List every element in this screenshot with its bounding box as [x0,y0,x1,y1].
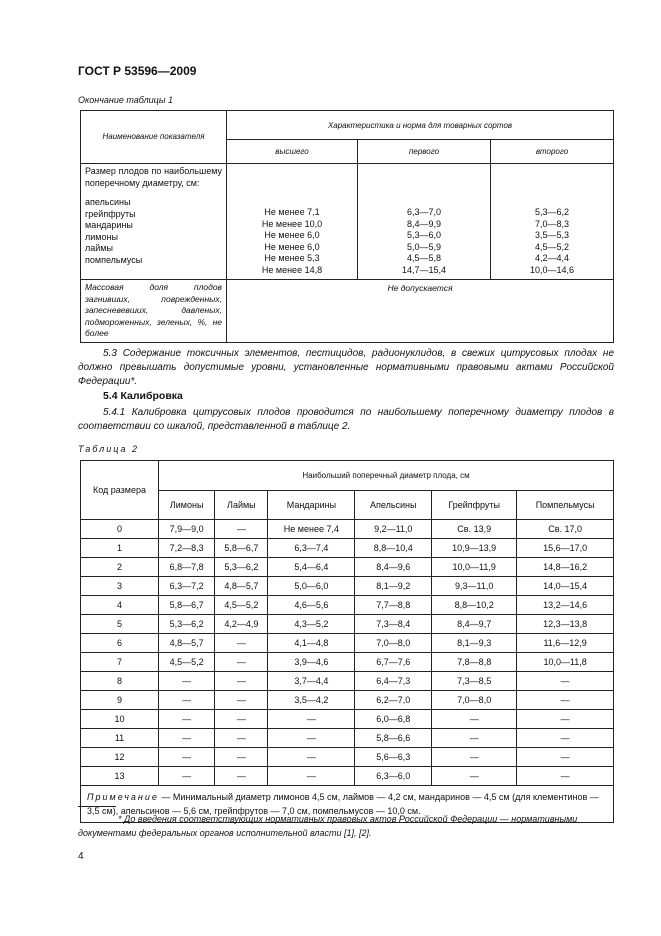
table2-cell: 7,0—8,0 [355,634,432,653]
table2-col-code: Код размера [81,461,159,520]
table2-cell: 5,6—6,3 [355,748,432,767]
table2-cell: 4,8—5,7 [159,634,215,653]
table2-row [81,634,614,653]
table2-cell: 6,4—7,3 [355,672,432,691]
table1-value: 3,5—5,3 [534,230,570,240]
table2-cell: 11,6—12,9 [517,634,614,653]
table2-cell: 8,1—9,3 [432,634,517,653]
table2-row [81,729,614,748]
table2-cell: 14,8—16,2 [517,558,614,577]
table2-cell: — [432,710,517,729]
table2-cell: 6,7—7,6 [355,653,432,672]
table2-cell: 7,0—8,0 [432,691,517,710]
table1-value: 14,7—15,4 [401,264,447,275]
paragraph-5-4-1: 5.4.1 Калибровка цитрусовых плодов проводится по наибольшему поперечному диаметру плодов в соответствии со шкалой, представленной в таблице 2. [78,407,614,432]
table2-cell: 5,0—6,0 [268,577,355,596]
table2-cell: — [215,748,268,767]
table2-row [81,615,614,634]
table1-defect-label: Массовая доля плодов загнивших, поврежденных, запесневевших, давленых, подмороженных, зеленых, %, не более [81,280,227,343]
table2-cell: — [159,672,215,691]
table1-fruit-name: лимоны [85,231,118,242]
table2-row [81,672,614,691]
table2-cell: 7,3—8,4 [355,615,432,634]
table2-size-code: 13 [81,767,159,786]
table2-cell: 9,3—11,0 [432,577,517,596]
table2-cell: 5,3—6,2 [159,615,215,634]
table2-cell: — [215,634,268,653]
table2-cell: 13,2—14,6 [517,596,614,615]
table2-cell: 8,4—9,6 [355,558,432,577]
table2-size-code: 5 [81,615,159,634]
table1-value: 5,0—5,9 [406,241,442,252]
table2-row [81,539,614,558]
table2-cell: 5,8—6,6 [355,729,432,748]
table2-caption: Таблица 2 [78,444,140,454]
table2-cell: — [268,710,355,729]
table2-cell: — [159,710,215,729]
table2-cell: 5,8—6,7 [215,539,268,558]
table2-cell: 8,1—9,2 [355,577,432,596]
table2-note-text: — Минимальный диаметр лимонов 4,5 см, лаймов — 4,2 см, мандаринов — 4,5 см (для клементинов — 3,5 см), апельсинов — 5,6 см, грейпфрутов — 7,0 см, помпельмусов — 10,0 см. [87,792,599,816]
table2-cell: — [215,710,268,729]
table1-value: Не менее 6,0 [264,230,320,240]
table2-cell: 14,0—15,4 [517,577,614,596]
table2-size-code: 6 [81,634,159,653]
table1-value: Не менее 10,0 [261,218,323,229]
table2-cell: 3,7—4,4 [268,672,355,691]
table2-cell: 5,8—6,7 [159,596,215,615]
table2-cell: 9,2—11,0 [355,520,432,539]
table2-row [81,596,614,615]
table2-cell: — [432,767,517,786]
table1-grade-second: второго [491,140,614,164]
table1-fruit-name: лаймы [85,243,113,253]
table1-size-label: Размер плодов по наибольшему поперечному диаметру, см: [85,166,222,188]
table2-note-label: Примечание [87,792,159,802]
table1-value: 10,0—14,6 [529,264,575,275]
table2-fruit-header: Лаймы [215,491,268,520]
table2-cell: — [159,748,215,767]
table2-cell: — [215,520,268,539]
table1-grade-premium: высшего [227,140,358,164]
table2-size-code: 1 [81,539,159,558]
table2-fruit-header: Помпельмусы [517,491,614,520]
table1-value: Не менее 14,8 [261,264,323,275]
table2-col-group: Наибольший поперечный диаметр плода, см [159,461,614,491]
table2-cell: 7,7—8,8 [355,596,432,615]
table2-cell: 7,2—8,3 [159,539,215,558]
table2-cell: 6,3—7,2 [159,577,215,596]
table2-cell: 4,5—5,2 [215,596,268,615]
table2-size-code: 7 [81,653,159,672]
table2-row [81,520,614,539]
table2-cell: 7,3—8,5 [432,672,517,691]
footnote-divider [78,806,116,807]
table2-cell: Не менее 7,4 [268,520,355,539]
page-number: 4 [78,851,84,862]
table2-size-code: 8 [81,672,159,691]
table2-cell: — [517,729,614,748]
table1-col-group: Характеристика и норма для товарных сортов [227,111,614,140]
table2-cell: Св. 17,0 [517,520,614,539]
table2 [80,460,614,823]
table1-defect-value: Не допускается [227,280,614,343]
table2-cell: 6,2—7,0 [355,691,432,710]
table1-col-name: Наименование показателя [81,111,227,164]
table2-cell: 8,8—10,2 [432,596,517,615]
table2-cell: — [215,653,268,672]
table1-value: 8,4—9,9 [406,218,442,229]
table2-cell: 7,8—8,8 [432,653,517,672]
table2-cell: 6,8—7,8 [159,558,215,577]
table2-cell: — [432,729,517,748]
table2-cell: 3,5—4,2 [268,691,355,710]
table1-fruit-name: грейпфруты [85,208,136,219]
table2-cell: 10,9—13,9 [432,539,517,558]
doc-title: ГОСТ Р 53596—2009 [78,64,197,78]
footnote: * До введения соответствующих нормативных правовых актов Российской Федерации — нормативными документами федеральных органов исполнительной власти [1], [2]. [78,814,578,838]
table2-cell: — [517,672,614,691]
table2-row [81,748,614,767]
table2-cell: — [159,767,215,786]
table2-cell: — [159,691,215,710]
table2-row [81,767,614,786]
table2-cell: — [517,691,614,710]
table2-cell: — [215,729,268,748]
table2-cell: — [215,767,268,786]
section-5-4-heading: 5.4 Калибровка [103,390,183,402]
table2-cell: — [268,767,355,786]
table2-cell: 8,4—9,7 [432,615,517,634]
table2-cell: — [432,748,517,767]
table2-row [81,558,614,577]
table2-cell: 4,1—4,8 [268,634,355,653]
table2-cell: — [268,729,355,748]
table2-cell: 4,3—5,2 [268,615,355,634]
table2-size-code: 12 [81,748,159,767]
table2-size-code: 10 [81,710,159,729]
table2-cell: — [215,691,268,710]
table1-value: 4,5—5,2 [534,241,570,252]
table2-cell: 7,9—9,0 [159,520,215,539]
table2-cell: 15,6—17,0 [517,539,614,558]
table2-cell: 5,3—6,2 [215,558,268,577]
table2-cell: 6,0—6,8 [355,710,432,729]
table2-size-code: 0 [81,520,159,539]
table1-value: 4,2—4,4 [534,253,570,263]
table2-cell: Св. 13,9 [432,520,517,539]
table1-value: 5,3—6,0 [406,230,442,240]
table1-value: 7,0—8,3 [534,218,570,229]
table2-row [81,710,614,729]
table2-cell: 8,8—10,4 [355,539,432,558]
table2-cell: 10,0—11,9 [432,558,517,577]
table1-fruit-name: помпельмусы [85,254,143,265]
table2-fruit-header: Грейпфруты [432,491,517,520]
table2-cell: 4,5—5,2 [159,653,215,672]
table1-value: 5,3—6,2 [534,207,570,217]
table2-fruit-header: Апельсины [355,491,432,520]
table1-value: Не менее 5,3 [264,253,320,263]
table2-row [81,653,614,672]
table2-cell: 10,0—11,8 [517,653,614,672]
table1 [80,110,614,343]
table2-cell: — [517,767,614,786]
table2-cell: 5,4—6,4 [268,558,355,577]
table1-value: 6,3—7,0 [406,207,442,217]
table2-row [81,691,614,710]
table1-grade-first: первого [358,140,491,164]
table2-size-code: 4 [81,596,159,615]
table1-value: Не менее 6,0 [264,241,320,252]
table1-caption: Окончание таблицы 1 [78,95,173,105]
table2-cell: 12,3—13,8 [517,615,614,634]
table2-cell: 4,8—5,7 [215,577,268,596]
table2-fruit-header: Лимоны [159,491,215,520]
table1-value: Не менее 7,1 [264,207,320,217]
table2-cell: 4,6—5,6 [268,596,355,615]
table2-cell: — [517,710,614,729]
table2-size-code: 3 [81,577,159,596]
table1-fruit-name: мандарины [85,220,133,230]
table2-cell: — [215,672,268,691]
table2-cell: — [159,729,215,748]
table2-cell: 4,2—4,9 [215,615,268,634]
table2-cell: — [517,748,614,767]
table2-size-code: 9 [81,691,159,710]
table2-cell: — [268,748,355,767]
table2-cell: 3,9—4,6 [268,653,355,672]
table2-size-code: 11 [81,729,159,748]
table2-size-code: 2 [81,558,159,577]
table2-cell: 6,3—7,4 [268,539,355,558]
table1-fruit-name: апельсины [85,197,131,207]
table2-fruit-header: Мандарины [268,491,355,520]
table2-cell: 6,3—6,0 [355,767,432,786]
table1-value: 4,5—5,8 [406,253,442,263]
paragraph-5-3: 5.3 Содержание токсичных элементов, пестицидов, радионуклидов, в свежих цитрусовых плодах не должно превышать допустимые уровни, установленные нормативными правовыми актами Российской Федерации*. [78,348,614,387]
table2-row [81,577,614,596]
